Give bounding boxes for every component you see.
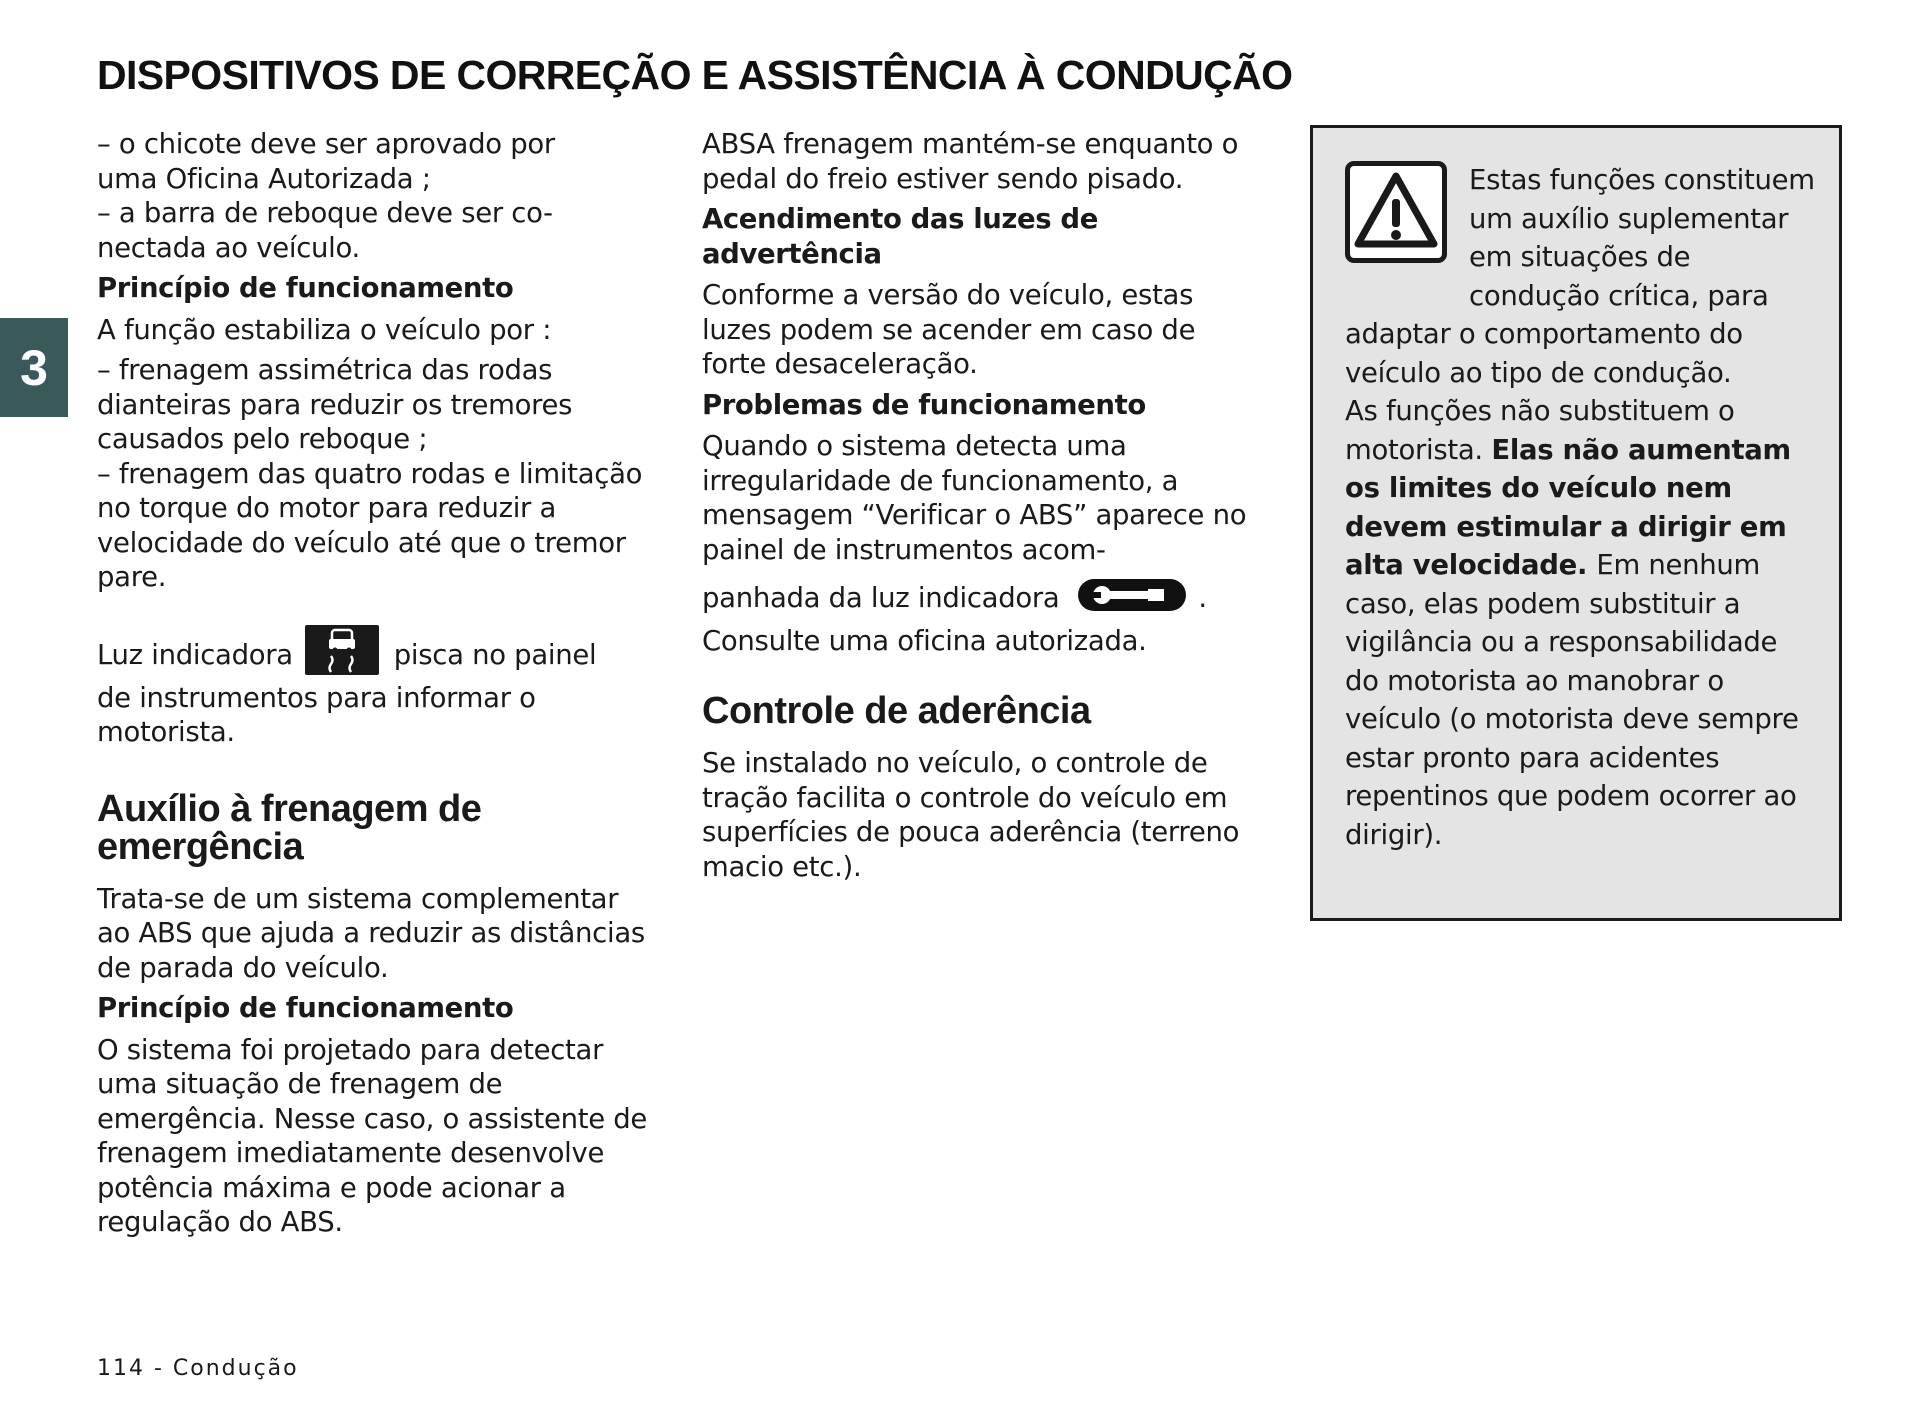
indicator-text: . — [1198, 582, 1207, 614]
indicator-text: pisca no painel — [393, 638, 597, 671]
paragraph: ABSA frenagem mantém-se enquanto o pedal do freio estiver sendo pisado. — [702, 128, 1239, 195]
paragraph: de instrumentos para informar o motorista. — [97, 681, 536, 748]
indicator-line — [702, 581, 1262, 616]
chapter-tab: 3 — [0, 318, 68, 417]
warning-paragraph: As funções não substituem o motorista. — [1345, 395, 1735, 466]
paragraph: O sistema foi projetado para detectar uma situação de frenagem de emergência. Nesse caso, o assistente de frenagem imediatamente desenvolve potência máxima e pode acionar a regulação do ABS. — [97, 1033, 648, 1238]
page-title: DISPOSITIVOS DE CORREÇÃO E ASSISTÊNCIA À CONDUÇÃO — [97, 52, 1293, 98]
traction-control-icon — [305, 625, 379, 675]
text-line: uma Oficina Autorizada ; — [97, 162, 431, 195]
warning-paragraph: Em nenhum caso, elas podem substituir a vigilância ou a responsabilidade do motorista ao manobrar o veículo (o motorista deve sempre estar pronto para acidentes repentinos que podem ocorrer ao dirigir). — [1345, 549, 1799, 851]
paragraph: Quando o sistema detecta uma irregularidade de funcionamento, a mensagem “Verificar o ABS” aparece no painel de instrumentos acom- — [702, 430, 1247, 566]
section-title: Controle de aderência — [702, 690, 1091, 732]
column-left — [97, 127, 657, 1240]
paragraph: Consulte uma oficina autorizada. — [702, 624, 1147, 657]
indicator-line — [97, 631, 657, 681]
warning-text — [1345, 161, 1817, 854]
subheading: Princípio de funcionamento — [97, 272, 514, 304]
section-title: Auxílio à frenagem de emergência — [97, 787, 482, 868]
warning-emphasis: Elas não aumentam os limites do veículo nem devem estimular a dirigir em alta velocidade. — [1345, 433, 1791, 581]
bullet-item: – frenagem das quatro rodas e limitação no torque do motor para reduzir a velocidade do veículo até que o tremor pare. — [97, 457, 643, 593]
subheading: Acendimento das luzes de advertência — [702, 203, 1098, 270]
subheading: Problemas de funcionamento — [702, 388, 1146, 421]
warning-box — [1310, 125, 1842, 921]
indicator-text: Luz indicadora — [97, 638, 293, 671]
wrench-service-icon — [1078, 579, 1186, 611]
column-middle — [702, 127, 1262, 884]
text-line: nectada ao veículo. — [97, 231, 360, 264]
paragraph: Se instalado no veículo, o controle de tração facilita o controle do veículo em superfícies de pouca aderência (terreno macio etc.). — [702, 747, 1240, 883]
paragraph: Trata-se de um sistema complementar ao ABS que ajuda a reduzir as distâncias de parada do veículo. — [97, 882, 645, 984]
paragraph: Conforme a versão do veículo, estas luzes podem se acender em caso de forte desaceleração. — [702, 279, 1196, 380]
paragraph: A função estabiliza o veículo por : — [97, 313, 552, 346]
indicator-text: panhada da luz indicadora — [702, 582, 1060, 614]
page-footer: 114 - Condução — [97, 1356, 299, 1381]
subheading: Princípio de funcionamento — [97, 992, 514, 1024]
bullet-item: – frenagem assimétrica das rodas dianteiras para reduzir os tremores causados pelo reboque ; — [97, 354, 573, 455]
warning-paragraph: Estas funções constituem um auxílio suplementar em situações de condução crítica, para adaptar o comportamento do veículo ao tipo de condução. — [1345, 164, 1815, 389]
text-line: – o chicote deve ser aprovado por — [97, 128, 555, 160]
text-line: – a barra de reboque deve ser co- — [97, 197, 553, 229]
